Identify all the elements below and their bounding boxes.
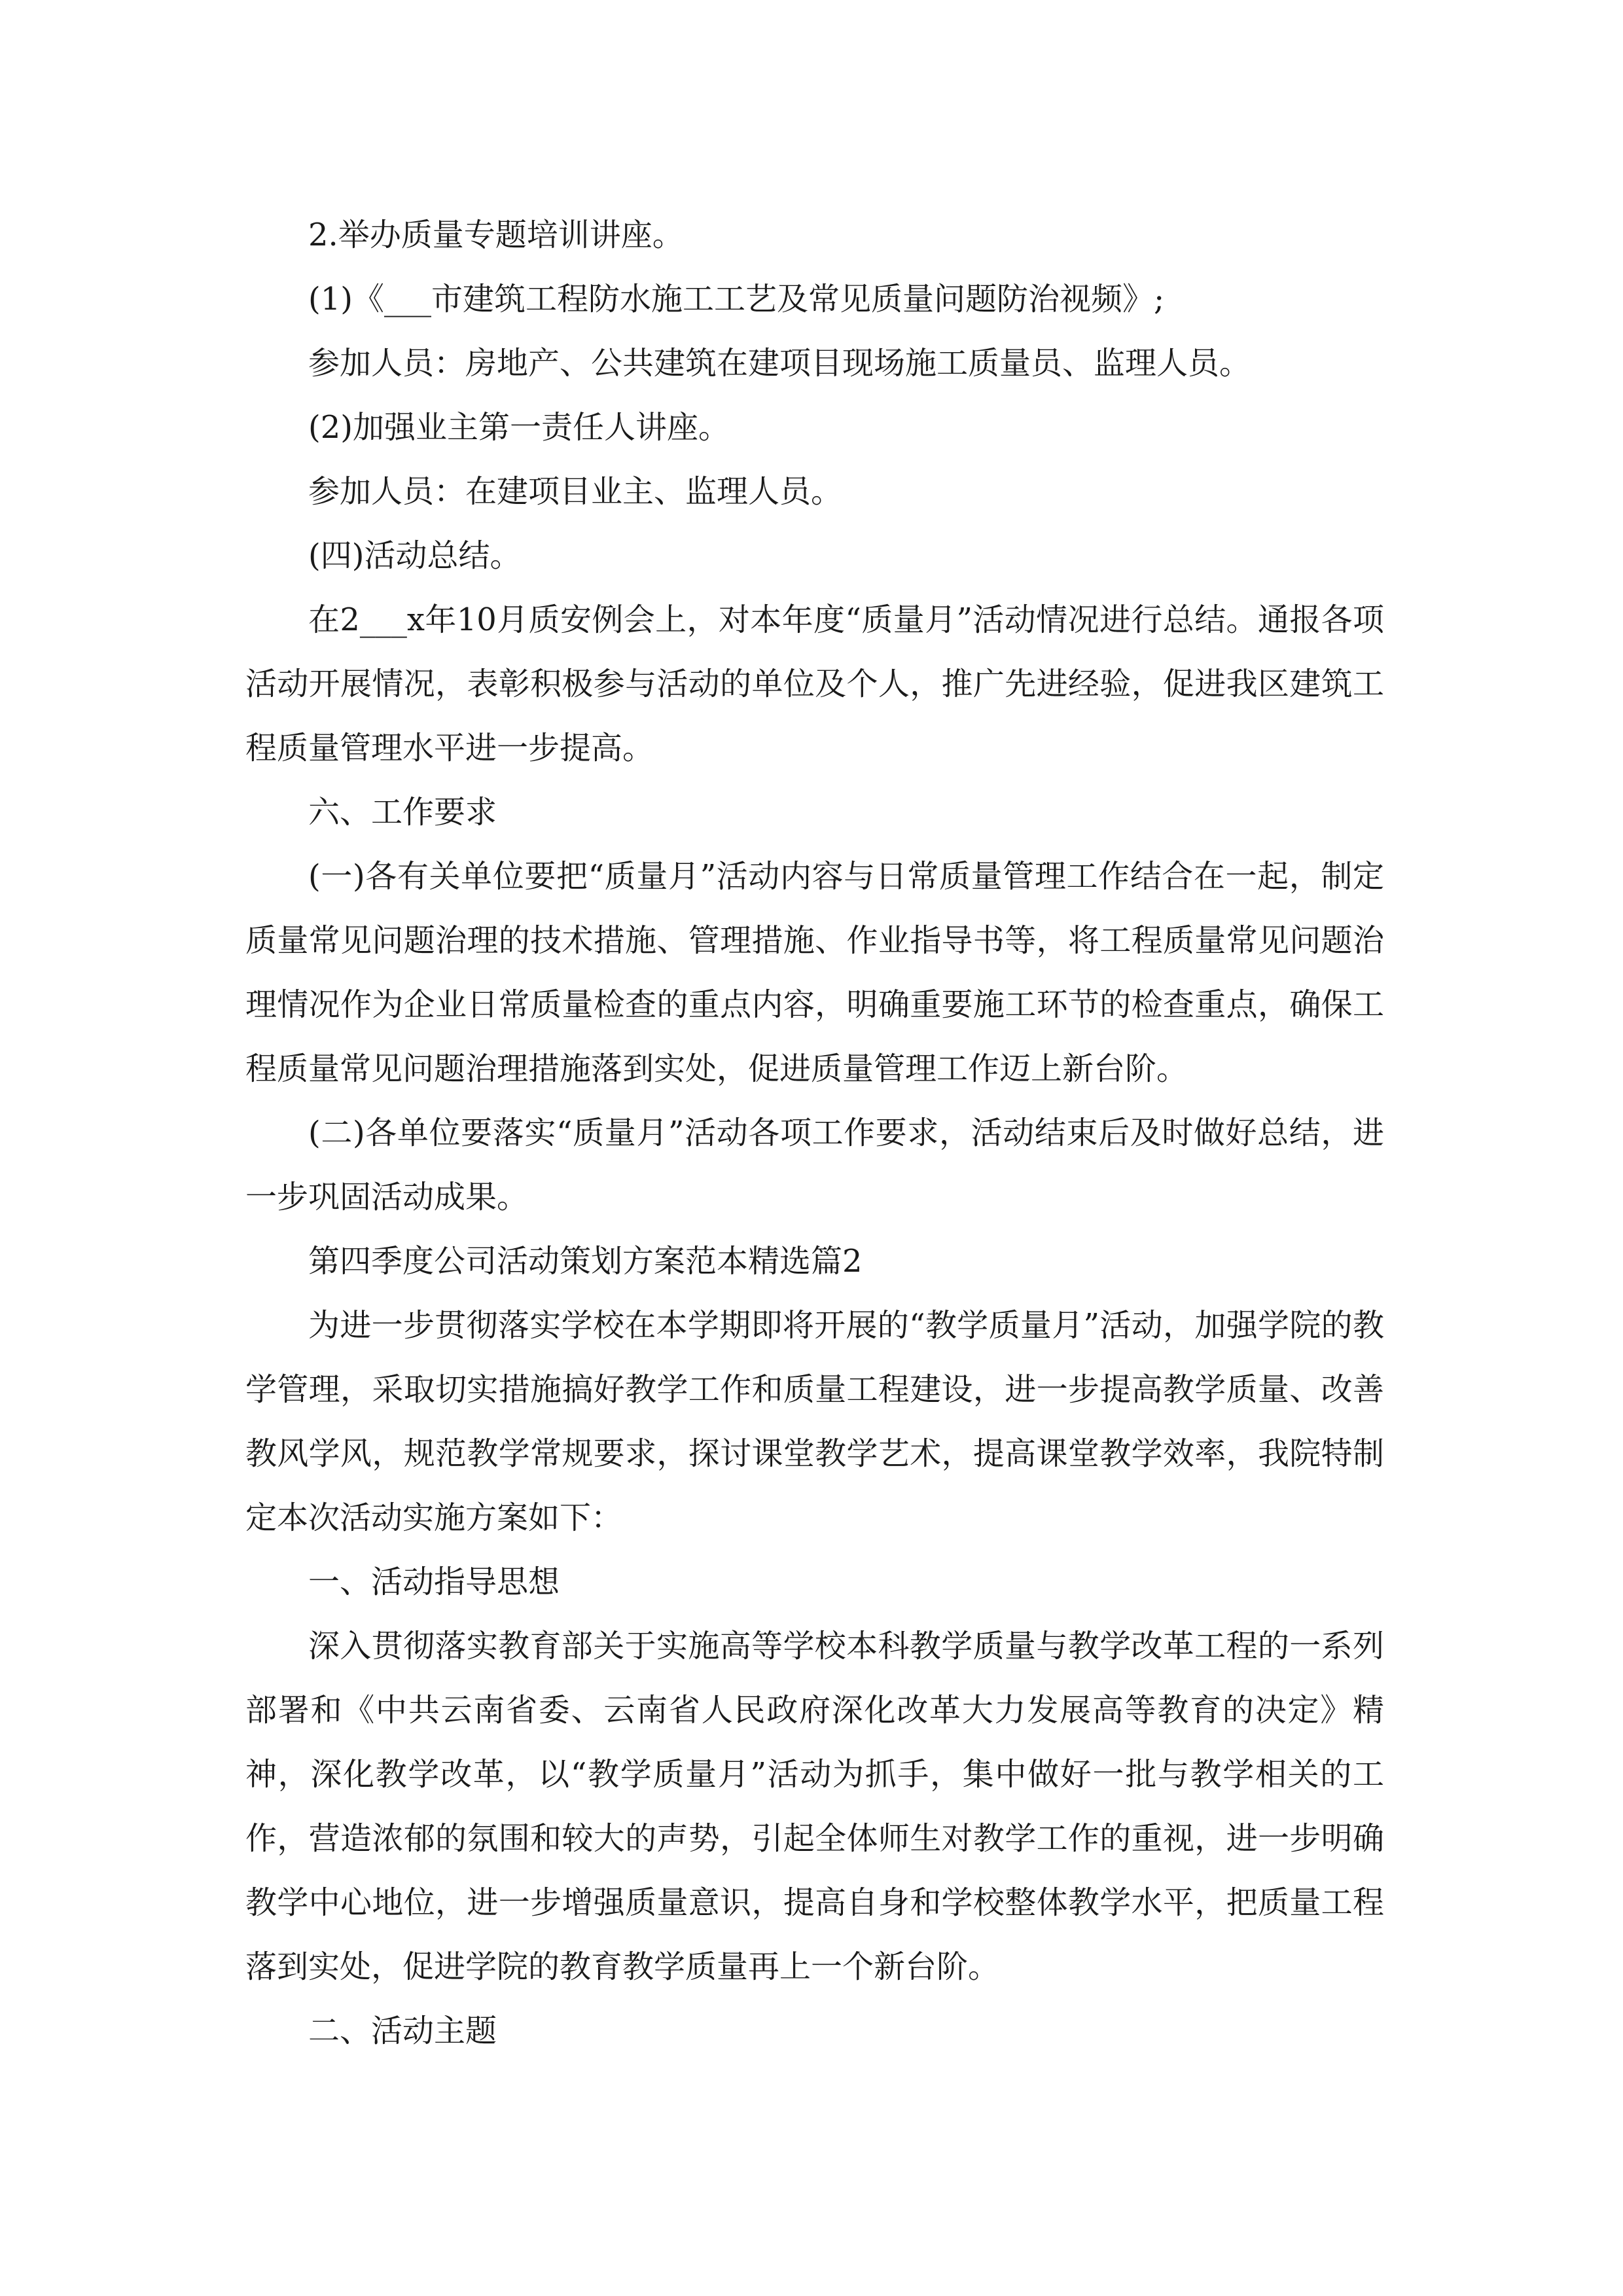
paragraph-participants-1: 参加人员：房地产、公共建筑在建项目现场施工质量员、监理人员。 [308,345,1251,382]
heading-guiding-ideology: 一、活动指导思想 [308,1564,560,1600]
paragraph-waterproof-video: (1)《___市建筑工程防水施工工艺及常见质量问题防治视频》; [308,281,1165,317]
paragraph-participants-2: 参加人员：在建项目业主、监理人员。 [308,473,843,510]
heading-plan-part-2: 第四季度公司活动策划方案范本精选篇2 [308,1243,863,1280]
paragraph-summary-meeting: 在2___x年10月质安例会上，对本年度“质量月”活动情况进行总结。通报各项活动开展情况，表彰积极参与活动的单位及个人，推广先进经验，促进我区建筑工程质量管理水平进一步提高。 [245,601,1384,766]
paragraph-plan-intro: 为进一步贯彻落实学校在本学期即将开展的“教学质量月”活动，加强学院的教学管理，采取切实措施搞好教学工作和质量工程建设，进一步提高教学质量、改善教风学风，规范教学常规要求，探讨课堂教学艺术，提高课堂教学效率，我院特制定本次活动实施方案如下： [245,1307,1384,1536]
heading-work-requirements: 六、工作要求 [308,794,497,831]
document-body [245,203,1384,2063]
paragraph-activity-summary: (四)活动总结。 [308,537,522,574]
heading-activity-theme: 二、活动主题 [308,2013,497,2049]
paragraph-training-lectures: 2.举办质量专题培训讲座。 [308,217,684,253]
paragraph-requirement-2: (二)各单位要落实“质量月”活动各项工作要求，活动结束后及时做好总结，进一步巩固活动成果。 [245,1115,1384,1215]
paragraph-owner-lecture: (2)加强业主第一责任人讲座。 [308,409,730,446]
paragraph-guiding-ideology: 深入贯彻落实教育部关于实施高等学校本科教学质量与教学改革工程的一系列部署和《中共云南省委、云南省人民政府深化改革大力发展高等教育的决定》精神，深化教学改革，以“教学质量月”活动为抓手，集中做好一批与教学相关的工作，营造浓郁的氛围和较大的声势，引起全体师生对教学工作的重视，进一步明确教学中心地位，进一步增强质量意识，提高自身和学校整体教学水平，把质量工程落到实处，促进学院的教育教学质量再上一个新台阶。 [245,1628,1384,1985]
paragraph-requirement-1: (一)各有关单位要把“质量月”活动内容与日常质量管理工作结合在一起，制定质量常见问题治理的技术措施、管理措施、作业指导书等，将工程质量常见问题治理情况作为企业日常质量检查的重点内容，明确重要施工环节的检查重点，确保工程质量常见问题治理措施落到实处，促进质量管理工作迈上新台阶。 [245,858,1384,1087]
